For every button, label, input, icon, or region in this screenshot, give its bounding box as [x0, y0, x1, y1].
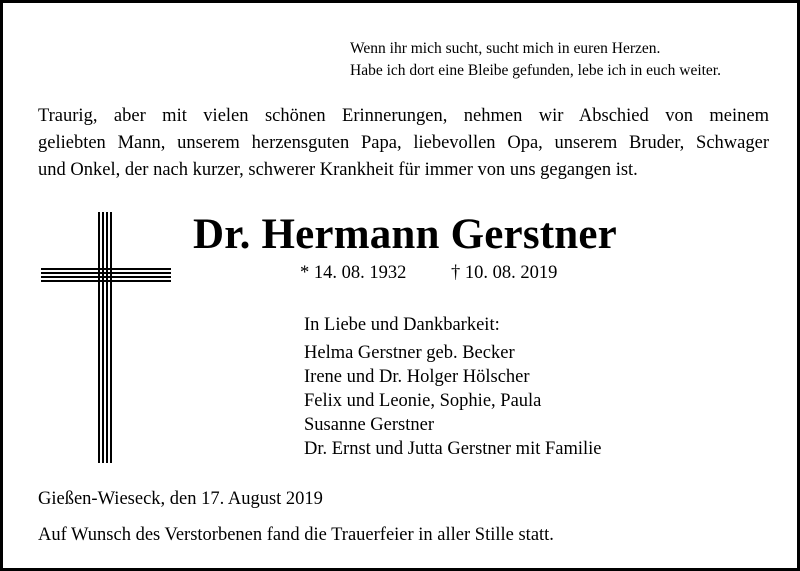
- death-date: † 10. 08. 2019: [451, 263, 558, 283]
- intro-line-3: und Onkel, der nach kurzer, schwerer Krankheit für immer von uns gegangen ist.: [38, 160, 638, 180]
- intro-text: [38, 103, 769, 184]
- mourner-name: Irene und Dr. Holger Hölscher: [304, 367, 530, 387]
- memorial-quote: [350, 38, 721, 82]
- mourners-list: [304, 341, 602, 461]
- intro-line-2: geliebten Mann, unserem herzensguten Papa, liebevollen Opa, unserem Bruder, Schwager: [38, 133, 769, 153]
- mourner-name: Helma Gerstner geb. Becker: [304, 343, 515, 363]
- mourner-name: Felix und Leonie, Sophie, Paula: [304, 391, 542, 411]
- quote-line-2: Habe ich dort eine Bleibe gefunden, lebe ich in euch weiter.: [350, 62, 721, 79]
- deceased-name: Dr. Hermann Gerstner: [193, 211, 617, 258]
- cross-icon: [41, 212, 171, 463]
- funeral-note: Auf Wunsch des Verstorbenen fand die Trauerfeier in aller Stille statt.: [38, 525, 554, 545]
- place-and-date: Gießen-Wieseck, den 17. August 2019: [38, 489, 323, 509]
- birth-date: * 14. 08. 1932: [300, 263, 407, 283]
- mourner-name: Dr. Ernst und Jutta Gerstner mit Familie: [304, 439, 602, 459]
- quote-line-1: Wenn ihr mich sucht, sucht mich in euren Herzen.: [350, 40, 661, 57]
- life-dates: [300, 261, 557, 285]
- intro-line-1: Traurig, aber mit vielen schönen Erinnerungen, nehmen wir Abschied von meinem: [38, 106, 769, 126]
- mourners-heading: In Liebe und Dankbarkeit:: [304, 315, 500, 335]
- mourner-name: Susanne Gerstner: [304, 415, 434, 435]
